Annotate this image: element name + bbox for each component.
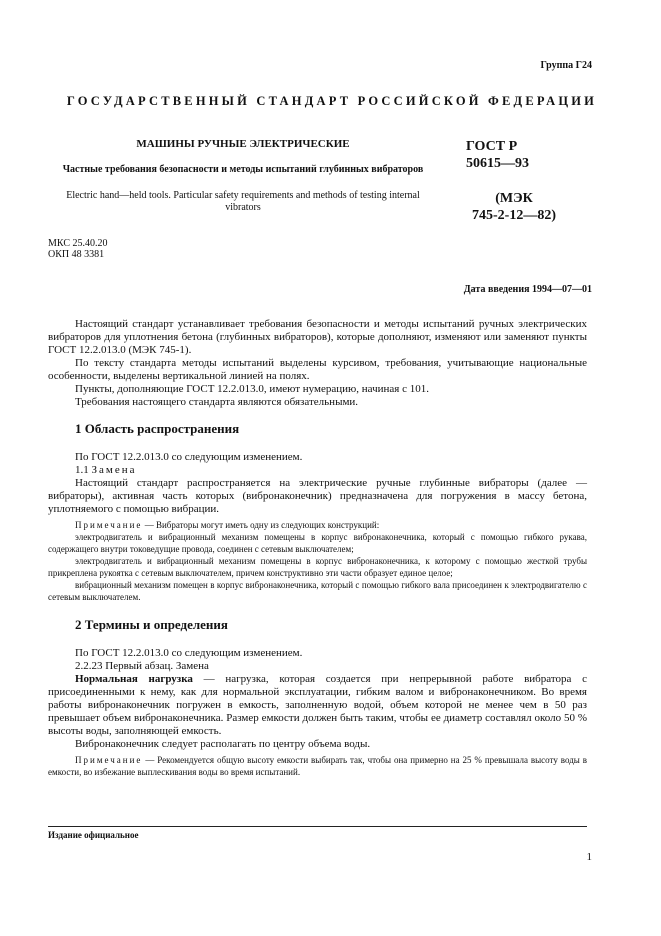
note [48,519,587,531]
okp-code: ОКП 48 3381 [48,249,105,260]
section-heading-terms: 2 Термины и определения [75,617,228,632]
clause-number: 1.1 [75,464,89,476]
intro-paragraph: По тексту стандарта методы испытаний выделены курсивом, требования, учитывающие национальные особенности, выделены вертикальной линией на полях. [48,357,587,382]
term-text: — нагрузка, которая создается при непрерывной работе вибратора с присоединенными к нему, как для нормальной эксплуатации, гибким валом и вибронаконечником. Во время работы вибронаконечник погружен в емкость, заполненную водой, объем которой не менее чем в 50 раз превышает объем вибронаконечника. Размер емкости должен быть таким, чтобы ее диаметр составлял около 50 % высоты воды, заполняющей емкость. [48,673,587,737]
state-standard-title: ГОСУДАРСТВЕННЫЙ СТАНДАРТ РОССИЙСКОЙ ФЕДЕРАЦИИ [66,94,598,108]
note-label: Примечание [75,755,143,765]
introduction-date: Дата введения 1994—07—01 [463,284,592,295]
note [48,754,587,778]
group-label: Группа Г24 [540,60,592,71]
clause-replacement [48,464,587,477]
gost-designation [466,138,586,224]
mks-code: МКС 25.40.20 [48,238,108,249]
intro-paragraph: Требования настоящего стандарта являются обязательными. [75,396,359,408]
classification-codes [48,238,107,260]
standard-title-block [58,138,428,214]
page-number: 1 [586,851,592,863]
term-name: Нормальная нагрузка [75,673,193,685]
gost-line2: 50615—93 [466,156,529,171]
section-paragraph: Вибронаконечник следует располагать по центру объема воды. [75,738,371,750]
standard-name: МАШИНЫ РУЧНЫЕ ЭЛЕКТРИЧЕСКИЕ [136,138,350,150]
term-definition [48,673,587,738]
note-text: — Рекомендуется общую высоту емкости выбирать так, чтобы она примерно на 25 % превышала высоту воды в емкости, во избежание выплескивания воды во время испытаний. [48,755,588,777]
note-item: электродвигатель и вибрационный механизм помещены в корпус вибронаконечника, который с помощью гибкого рукава, содержащего внутри токоведущие провода, соединен с сетевым выключателем; [48,532,587,554]
gost-line1: ГОСТ Р [466,139,518,154]
clause-word: Замена [91,464,137,476]
standard-name-english: Electric hand—held tools. Particular safety requirements and methods of testing internal vibrators [66,190,420,213]
edition-label: Издание официальное [48,830,139,840]
intro-paragraph: Настоящий стандарт устанавливает требования безопасности и методы испытаний ручных электрических вибраторов для уплотнения бетона (глубинных вибраторов), которые дополняют, изменяют или заменяют пункты ГОСТ 12.2.013.0 (МЭК 745-1). [48,318,587,356]
mek-reference [466,190,562,224]
footer-divider [48,826,587,827]
mek-line1: (МЭК [495,191,533,206]
note-label: Примечание [75,520,143,530]
mek-line2: 745-2-12—82) [472,208,556,223]
note-item: электродвигатель и вибрационный механизм помещены в корпус вибронаконечника, к которому с помощью жесткой трубы прикреплена рукоятка с сетевым выключателем, причем конструктивно эти части образует единое целое; [48,556,587,578]
section-heading-scope: 1 Область распространения [75,421,240,436]
standard-subtitle: Частные требования безопасности и методы испытаний глубинных вибраторов [62,164,424,175]
note-item: вибрационный механизм помещен в корпус вибронаконечника, который с помощью гибкого вала присоединен к электродвигателю с сетевым выключателем. [48,580,587,602]
document-body [48,318,587,778]
note-text: — Вибраторы могут иметь одну из следующих конструкций: [144,520,380,530]
section-paragraph: По ГОСТ 12.2.013.0 со следующим изменением. [75,647,303,659]
intro-paragraph: Пункты, дополняющие ГОСТ 12.2.013.0, имеют нумерацию, начиная с 101. [75,383,429,395]
section-paragraph: По ГОСТ 12.2.013.0 со следующим изменением. [75,451,303,463]
section-paragraph: Настоящий стандарт распространяется на электрические ручные глубинные вибраторы (далее — вибраторы), активная часть которых (вибронаконечник) предназначена для погружения в массу бетона, уплотняемого с помощью вибрации. [48,477,587,515]
section-paragraph: 2.2.23 Первый абзац. Замена [75,660,209,672]
